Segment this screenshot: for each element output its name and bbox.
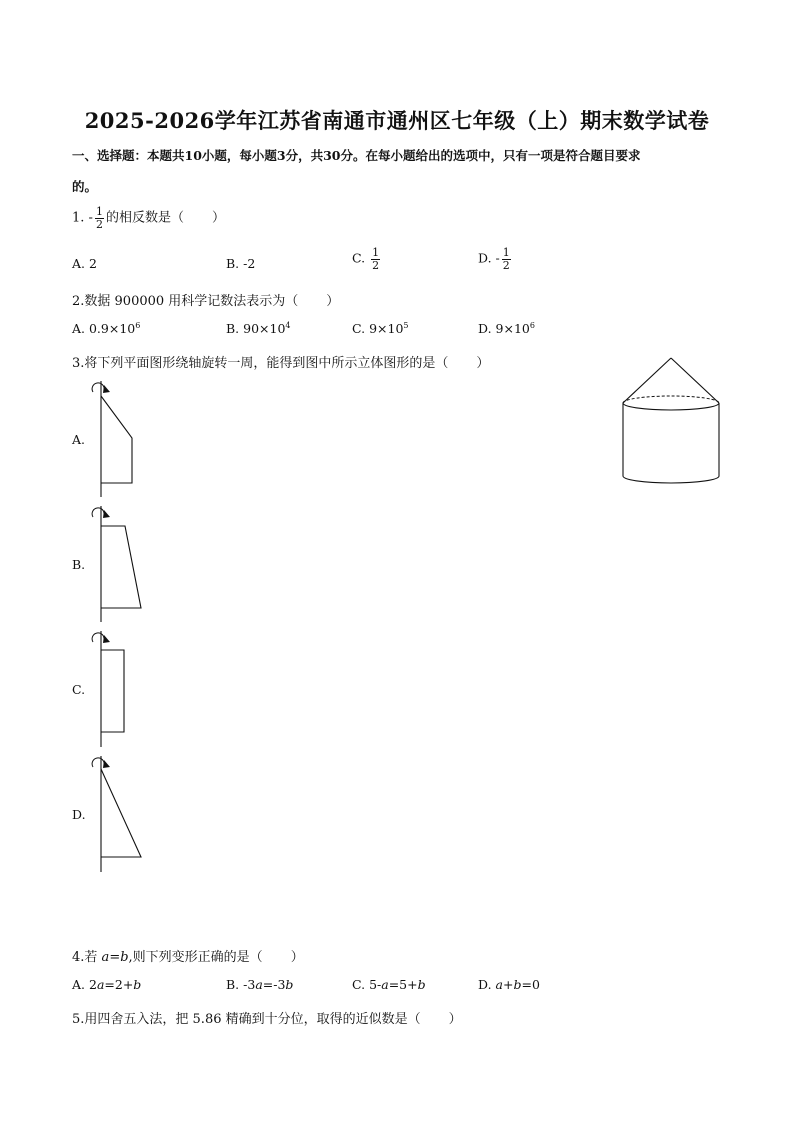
q5-close-paren: ） — [448, 1012, 462, 1027]
q4-option-a-part: =2+ — [104, 977, 134, 992]
rotation-arrow-icon — [92, 508, 104, 517]
q4-option-b-var: a — [255, 977, 263, 992]
q4-equals: = — [109, 950, 121, 965]
q4-option-d-var: b — [513, 977, 522, 992]
q4-var-a: a — [101, 950, 110, 965]
q4-option-b-part: =-3 — [262, 977, 286, 992]
q2-option-a-base: A. 0.9×10 — [72, 321, 136, 336]
q2-close-paren: ） — [326, 294, 340, 309]
q1-prefix: 1. - — [72, 210, 93, 226]
question-1 — [72, 206, 225, 230]
q2-option-a — [72, 321, 140, 336]
q3-option-a-figure — [90, 380, 140, 498]
section-heading-line1: 一、选择题：本题共10小题，每小题3分，共30分。在每小题给出的选项中，只有一项是符合题目要求 — [72, 148, 641, 163]
q1-fraction-numerator: 1 — [95, 205, 103, 218]
arrowhead-icon — [103, 510, 110, 518]
question-5 — [72, 1008, 462, 1027]
rectangle-shape — [101, 650, 124, 732]
q3-option-d-label: D. — [72, 807, 86, 822]
q3-option-d-figure — [90, 755, 148, 873]
q3-option-b-label: B. — [72, 557, 86, 572]
q4-option-d-var: a — [495, 977, 503, 992]
q2-option-b-exponent: 4 — [285, 321, 291, 330]
section-heading-line2: 的。 — [72, 179, 98, 194]
q4-option-c-part: C. 5- — [352, 977, 382, 992]
q4-option-c-var: b — [417, 977, 426, 992]
q4-option-b-part: B. -3 — [226, 977, 256, 992]
q3-stem: 3.将下列平面图形绕轴旋转一周，能得到图中所示立体图形的是（ — [72, 356, 449, 371]
q4-option-b-var: b — [285, 977, 294, 992]
q4-stem: ,则下列变形正确的是（ — [128, 950, 263, 965]
arrowhead-icon — [103, 385, 110, 393]
question-2 — [72, 290, 339, 309]
q4-option-d-part: D. — [478, 977, 496, 992]
q4-option-c — [352, 977, 426, 992]
pentagon-shape — [101, 396, 132, 483]
question-3 — [72, 352, 489, 371]
rotation-arrow-icon — [92, 758, 104, 767]
q4-option-c-part: =5+ — [388, 977, 418, 992]
q1-close-paren: ） — [211, 210, 225, 226]
q4-option-d-part: + — [502, 977, 514, 992]
trapezoid-shape — [101, 526, 141, 608]
q4-var-b: b — [120, 950, 129, 965]
q4-close-paren: ） — [290, 950, 304, 965]
q2-option-c-base: C. 9×10 — [352, 321, 404, 336]
q1-option-c-fraction — [371, 247, 380, 271]
top-ellipse-visible — [623, 403, 719, 410]
q3-option-c-label: C. — [72, 682, 86, 697]
q1-option-d — [478, 247, 513, 271]
q2-option-c-exponent: 5 — [403, 321, 409, 330]
q2-option-a-exponent: 6 — [135, 321, 141, 330]
q4-option-a-var: b — [133, 977, 142, 992]
top-ellipse-hidden — [623, 396, 719, 403]
q5-stem: 5.用四舍五入法，把 5.86 精确到十分位，取得的近似数是（ — [72, 1012, 421, 1027]
question-4 — [72, 946, 304, 965]
q2-option-d-exponent: 6 — [529, 321, 535, 330]
q1-option-c — [352, 247, 382, 271]
q1-option-d-fraction — [502, 247, 511, 271]
q3-option-c-figure — [90, 630, 140, 748]
q4-option-d-part: =0 — [521, 977, 540, 992]
arrowhead-icon — [103, 635, 110, 643]
q2-option-b-base: B. 90×10 — [226, 321, 286, 336]
arrowhead-icon — [103, 760, 110, 768]
q4-option-b — [226, 977, 293, 992]
q4-prefix: 4.若 — [72, 950, 102, 965]
q1-option-d-numerator: 1 — [502, 246, 510, 259]
q3-option-b-figure — [90, 505, 148, 623]
q1-option-d-label: D. - — [478, 250, 500, 266]
q1-option-a: A. 2 — [72, 256, 97, 271]
page-title: 2025-2026学年江苏省南通市通州区七年级（上）期末数学试卷 — [84, 108, 710, 133]
bottom-ellipse — [623, 476, 719, 483]
triangle-shape — [101, 769, 141, 857]
q1-option-c-denominator: 2 — [372, 258, 380, 272]
q4-option-d — [478, 977, 540, 992]
q1-stem: 的相反数是（ — [105, 210, 184, 226]
q4-option-a-part: A. 2 — [72, 977, 97, 992]
q4-option-c-var: a — [381, 977, 389, 992]
q1-option-c-numerator: 1 — [372, 246, 380, 259]
q3-close-paren: ） — [476, 356, 490, 371]
q3-option-a-label: A. — [72, 432, 86, 447]
q2-option-b — [226, 321, 291, 336]
rotation-arrow-icon — [92, 633, 104, 642]
cone-cylinder-figure — [618, 355, 724, 489]
q2-stem: 2.数据 900000 用科学记数法表示为（ — [72, 294, 299, 309]
q1-option-c-label: C. — [352, 250, 366, 266]
q1-option-d-denominator: 2 — [502, 258, 510, 272]
q2-option-d — [478, 321, 535, 336]
q1-fraction-denominator: 2 — [95, 217, 103, 231]
q4-option-a — [72, 977, 141, 992]
q2-option-c — [352, 321, 409, 336]
q1-fraction — [95, 206, 104, 230]
q2-option-d-base: D. 9×10 — [478, 321, 530, 336]
q4-option-a-var: a — [96, 977, 105, 992]
rotation-arrow-icon — [92, 383, 104, 392]
q1-option-b: B. -2 — [226, 256, 256, 271]
